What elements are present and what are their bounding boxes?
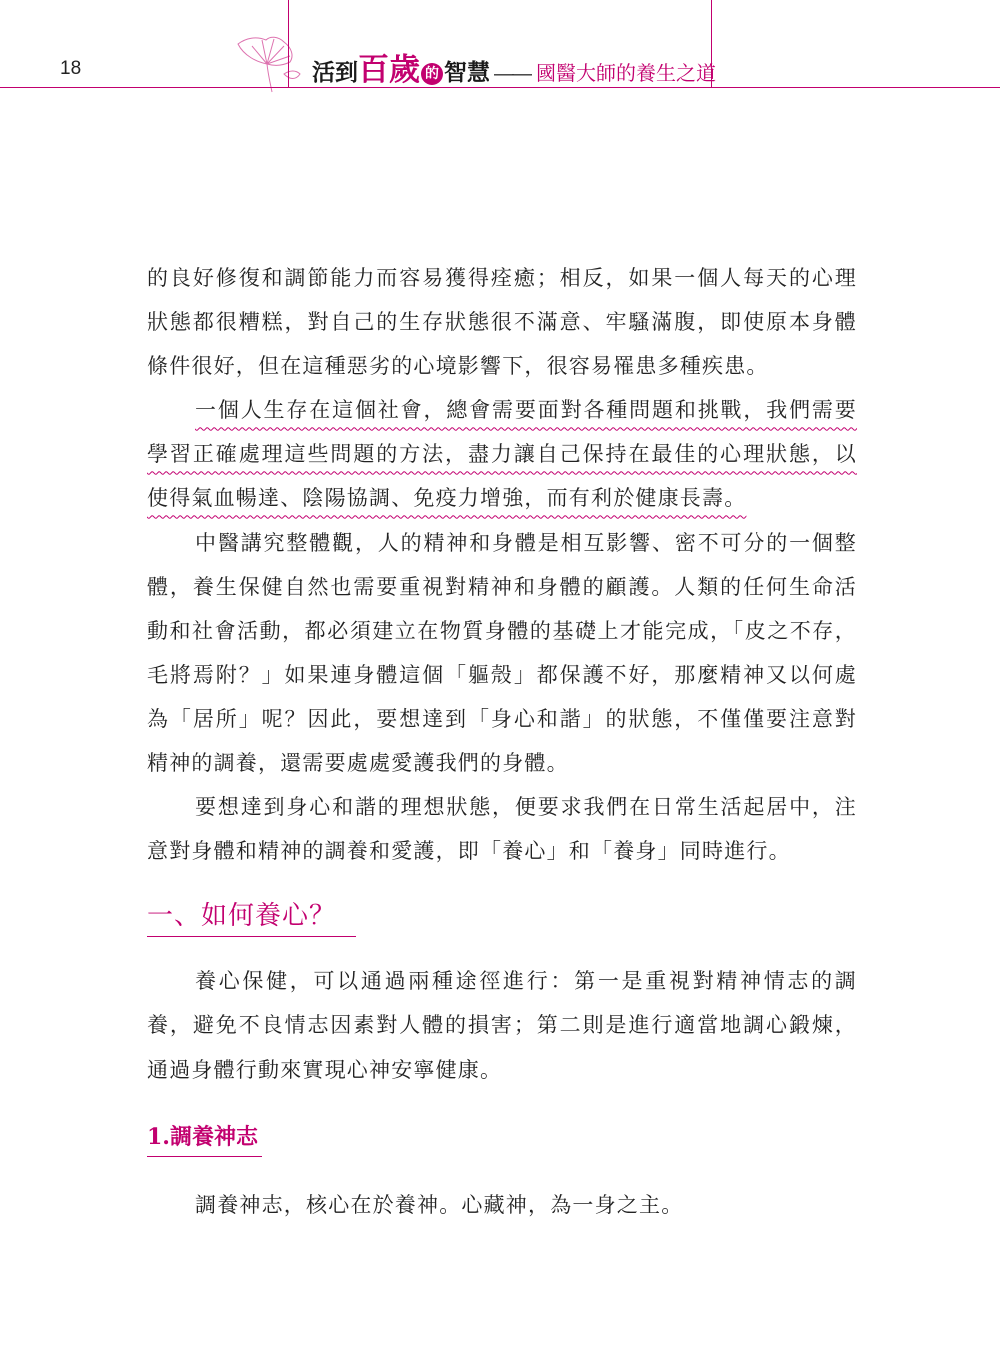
section-heading: 一、如何養心？: [147, 895, 356, 937]
title-part1: 活到: [312, 59, 358, 86]
paragraph-highlight: [147, 388, 857, 520]
paragraph-intro: 的良好修復和調節能力而容易獲得痊癒；相反，如果一個人每天的心理狀態都很糟糕，對自己的生存狀態很不滿意、牢騷滿腹，即使原本身體條件很好，但在這種惡劣的心境影響下，很容易罹患多種疾患。: [147, 266, 857, 379]
wavy-underlined-text: 一個人生存在這個社會，總會需要面對各種問題和挑戰，我們需要學習正確處理這些問題的方法，盡力讓自己保持在最佳的心理狀態，以使得氣血暢達、陰陽協調、免疫力增強，而有利於健康長壽。: [147, 398, 857, 511]
title-circle-char: 的: [421, 63, 443, 85]
ginkgo-leaf-icon: [232, 34, 302, 96]
paragraph-harmony: 要想達到身心和諧的理想狀態，便要求我們在日常生活起居中，注意對身體和精神的調養和愛護，即「養心」和「養身」同時進行。: [147, 795, 857, 864]
book-subtitle: 國醫大師的養生之道: [536, 63, 716, 85]
title-accent: 百歲: [358, 52, 420, 88]
subsection-heading: 1.調養神志: [147, 1120, 262, 1157]
title-part2: 智慧: [444, 59, 490, 86]
header-rule: [0, 87, 1000, 88]
page-header: [0, 0, 1000, 100]
page-number: 18: [60, 58, 82, 79]
running-title: [312, 44, 716, 88]
paragraph-holistic: 中醫講究整體觀，人的精神和身體是相互影響、密不可分的一個整體，養生保健自然也需要重視對精神和身體的顧護。人類的任何生命活動和社會活動，都必須建立在物質身體的基礎上才能完成，「皮之不存，毛將焉附？」如果連身體這個「軀殼」都保護不好，那麼精神又以何處為「居所」呢？因此，要想達到「身心和諧」的狀態，不僅僅要注意對精神的調養，還需要處處愛護我們的身體。: [147, 530, 857, 776]
title-dash: ——: [494, 63, 530, 85]
page-body: [147, 256, 857, 1227]
paragraph-section: 養心保健，可以通過兩種途徑進行：第一是重視對精神情志的調養，避免不良情志因素對人體的損害；第二則是進行適當地調心鍛煉，通過身體行動來實現心神安寧健康。: [147, 969, 857, 1082]
paragraph-subsection: 調養神志，核心在於養神。心藏神，為一身之主。: [195, 1192, 684, 1217]
